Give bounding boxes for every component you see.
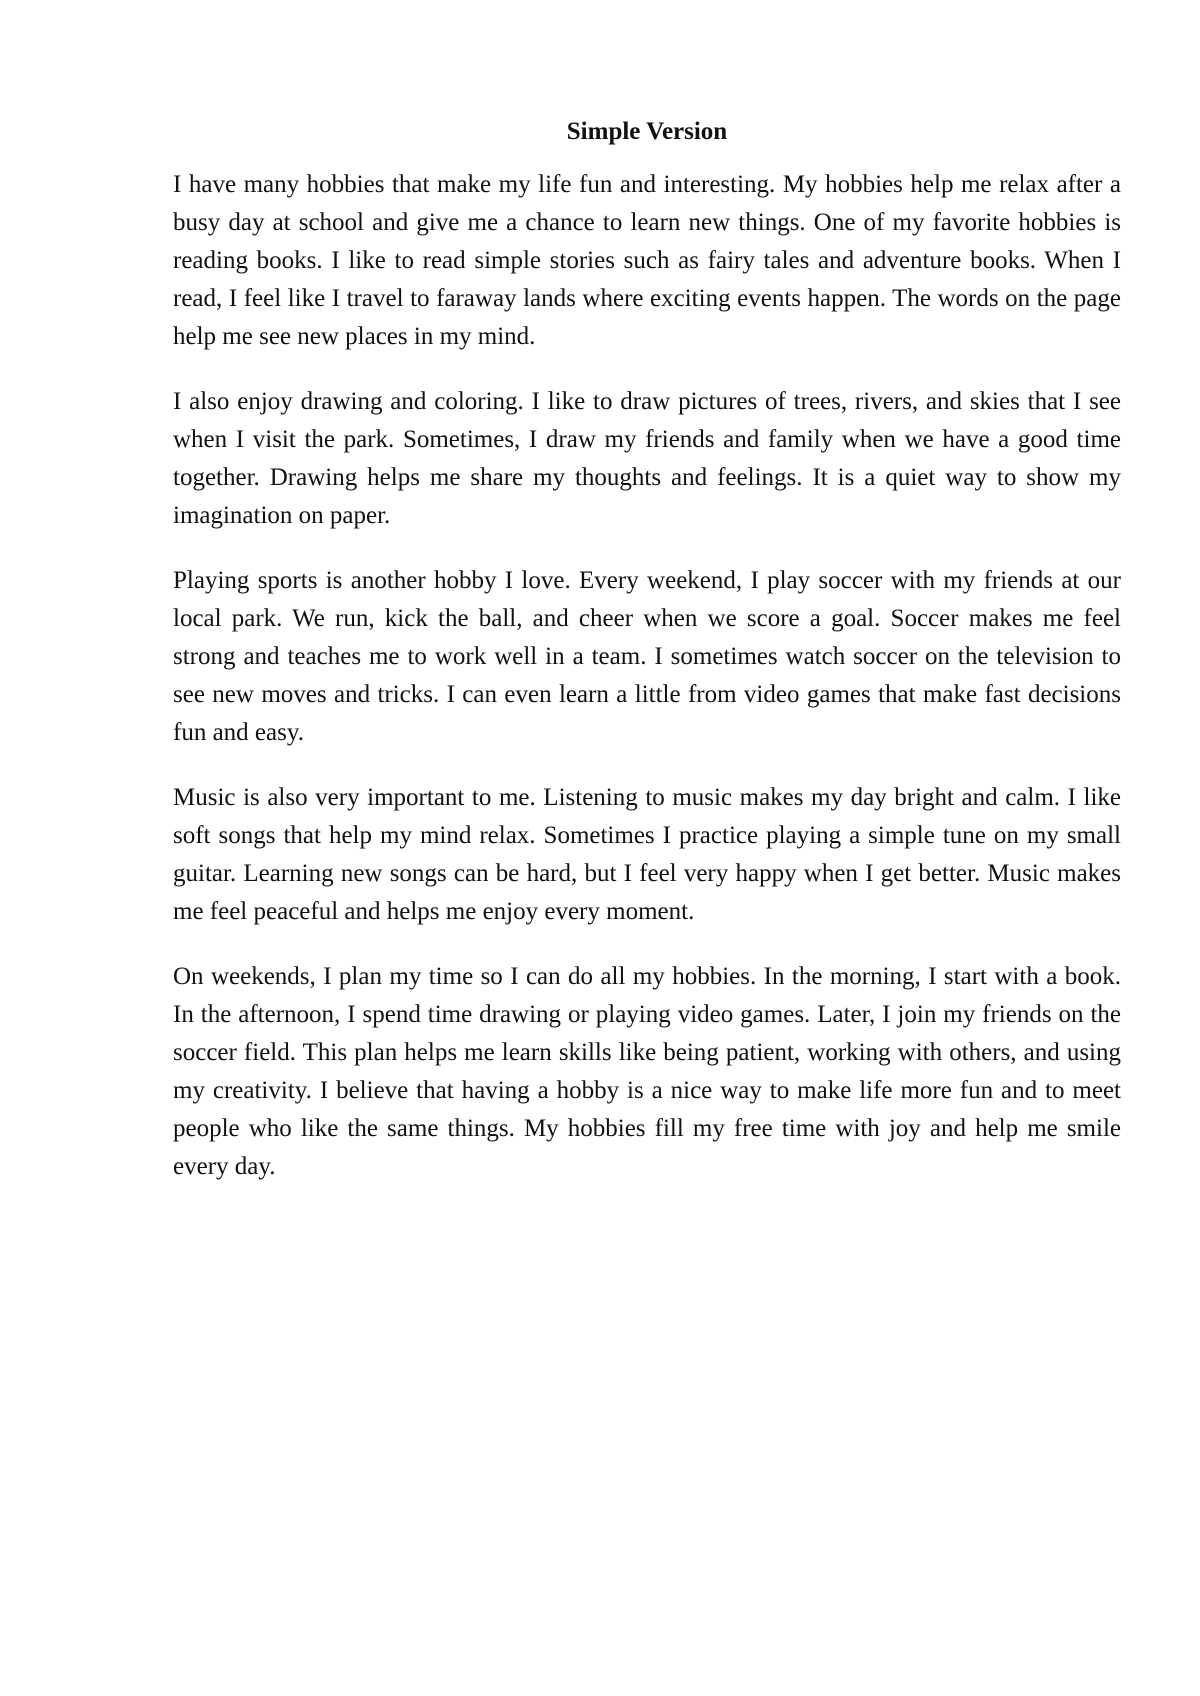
paragraph-music: Music is also very important to me. Listening to music makes my day bright and calm. I like soft songs that help my mind relax. Sometimes I practice playing a simple tune on my small guitar. Learning new songs can be hard, but I feel very happy when I get better. Music makes me feel peaceful and helps me enjoy every moment. xyxy=(173,784,1121,925)
paragraph-weekends: On weekends, I plan my time so I can do all my hobbies. In the morning, I start with a book. In the afternoon, I spend time drawing or playing video games. Later, I join my friends on the soccer field. This plan helps me learn skills like being patient, working with others, and using my creativity. I believe that having a hobby is a nice way to make life more fun and to meet people who like the same things. My hobbies fill my free time with joy and help me smile every day. xyxy=(173,963,1121,1180)
paragraph-drawing: I also enjoy drawing and coloring. I like to draw pictures of trees, rivers, and skies that I see when I visit the park. Sometimes, I draw my friends and family when we have a good time together. Drawing helps me share my thoughts and feelings. It is a quiet way to show my imagination on paper. xyxy=(173,388,1121,529)
document-title: Simple Version xyxy=(566,118,728,145)
paragraph-reading: I have many hobbies that make my life fun and interesting. My hobbies help me relax after a busy day at school and give me a chance to learn new things. One of my favorite hobbies is reading books. I like to read simple stories such as fairy tales and adventure books. When I read, I feel like I travel to faraway lands where exciting events happen. The words on the page help me see new places in my mind. xyxy=(173,171,1121,350)
paragraph-sports: Playing sports is another hobby I love. Every weekend, I play soccer with my friends at our local park. We run, kick the ball, and cheer when we score a goal. Soccer makes me feel strong and teaches me to work well in a team. I sometimes watch soccer on the television to see new moves and tricks. I can even learn a little from video games that make fast decisions fun and easy. xyxy=(173,567,1121,746)
document-body xyxy=(173,112,1121,1213)
